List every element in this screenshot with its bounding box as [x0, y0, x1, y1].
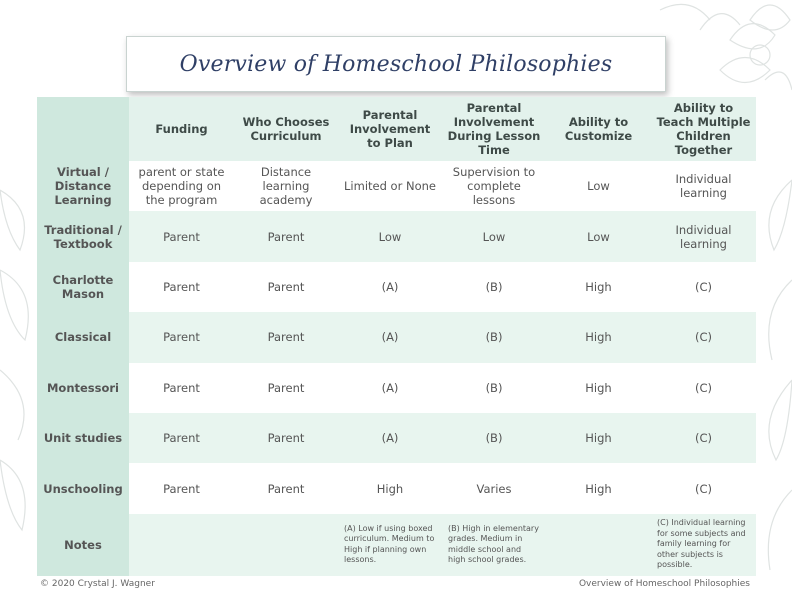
column-header: Parental Involvement to Plan [338, 97, 442, 161]
column-header: Who Chooses Curriculum [234, 97, 338, 161]
table-cell: (C) [651, 363, 756, 413]
row-label: Virtual / Distance Learning [37, 161, 129, 211]
table-row [37, 312, 756, 362]
table-cell-empty [234, 514, 338, 576]
table-cell: parent or state depending on the program [129, 161, 234, 211]
header-row [37, 97, 756, 161]
table-cell: High [546, 312, 651, 362]
table-cell: Parent [234, 363, 338, 413]
table-cell: Low [338, 211, 442, 261]
table-cell: Parent [234, 262, 338, 312]
table-cell: Low [442, 211, 546, 261]
table-cell: (A) [338, 413, 442, 463]
row-label: Traditional / Textbook [37, 211, 129, 261]
table-cell: Individual learning [651, 161, 756, 211]
column-header: Parental Involvement During Lesson Time [442, 97, 546, 161]
table-cell: Low [546, 211, 651, 261]
table-cell: (B) [442, 262, 546, 312]
note-b: (B) High in elementary grades. Medium in middle school and high school grades. [442, 514, 546, 576]
row-label: Montessori [37, 363, 129, 413]
table-row [37, 413, 756, 463]
table-cell: (A) [338, 312, 442, 362]
notes-row [37, 514, 756, 576]
row-label: Classical [37, 312, 129, 362]
note-c: (C) Individual learning for some subjects and family learning for other subjects is possible. [651, 514, 756, 576]
table-cell-empty [129, 514, 234, 576]
table-cell: Parent [129, 413, 234, 463]
page-title: Overview of Homeschool Philosophies [179, 51, 613, 77]
footer-copyright: © 2020 Crystal J. Wagner [40, 579, 155, 589]
table-cell: Limited or None [338, 161, 442, 211]
table-cell: Parent [129, 363, 234, 413]
table-cell: (B) [442, 312, 546, 362]
table-cell-empty [546, 514, 651, 576]
table-cell: Individual learning [651, 211, 756, 261]
note-a: (A) Low if using boxed curriculum. Medium to High if planning own lessons. [338, 514, 442, 576]
footer-doc-title: Overview of Homeschool Philosophies [578, 579, 750, 589]
table-cell: Distance learning academy [234, 161, 338, 211]
table-cell: (A) [338, 262, 442, 312]
table-row [37, 463, 756, 513]
table-cell: Parent [234, 312, 338, 362]
floral-decoration-right [756, 160, 792, 580]
table-cell: High [338, 463, 442, 513]
philosophies-table [37, 97, 756, 576]
table-cell: Varies [442, 463, 546, 513]
table-row [37, 161, 756, 211]
table-cell: (C) [651, 262, 756, 312]
row-label: Unschooling [37, 463, 129, 513]
table-cell: High [546, 363, 651, 413]
table-cell: (C) [651, 463, 756, 513]
table-cell: (B) [442, 413, 546, 463]
row-label: Charlotte Mason [37, 262, 129, 312]
table-row [37, 363, 756, 413]
table-row [37, 211, 756, 261]
table-cell: (C) [651, 312, 756, 362]
column-header: Ability to Customize [546, 97, 651, 161]
column-header: Funding [129, 97, 234, 161]
table-cell: (B) [442, 363, 546, 413]
table-cell: (C) [651, 413, 756, 463]
notes-label: Notes [37, 514, 129, 576]
header-corner [37, 97, 129, 161]
table-cell: Parent [234, 463, 338, 513]
table-cell: Parent [234, 413, 338, 463]
title-banner [126, 36, 666, 92]
table-row [37, 262, 756, 312]
table-cell: Parent [234, 211, 338, 261]
table-cell: High [546, 463, 651, 513]
row-label: Unit studies [37, 413, 129, 463]
table-cell: Parent [129, 463, 234, 513]
table-cell: Parent [129, 211, 234, 261]
table-cell: Low [546, 161, 651, 211]
table-cell: High [546, 413, 651, 463]
table-cell: (A) [338, 363, 442, 413]
table-cell: Parent [129, 312, 234, 362]
table-cell: Parent [129, 262, 234, 312]
table-cell: High [546, 262, 651, 312]
table-cell: Supervision to complete lessons [442, 161, 546, 211]
column-header: Ability to Teach Multiple Children Together [651, 97, 756, 161]
floral-decoration-left [0, 170, 40, 570]
